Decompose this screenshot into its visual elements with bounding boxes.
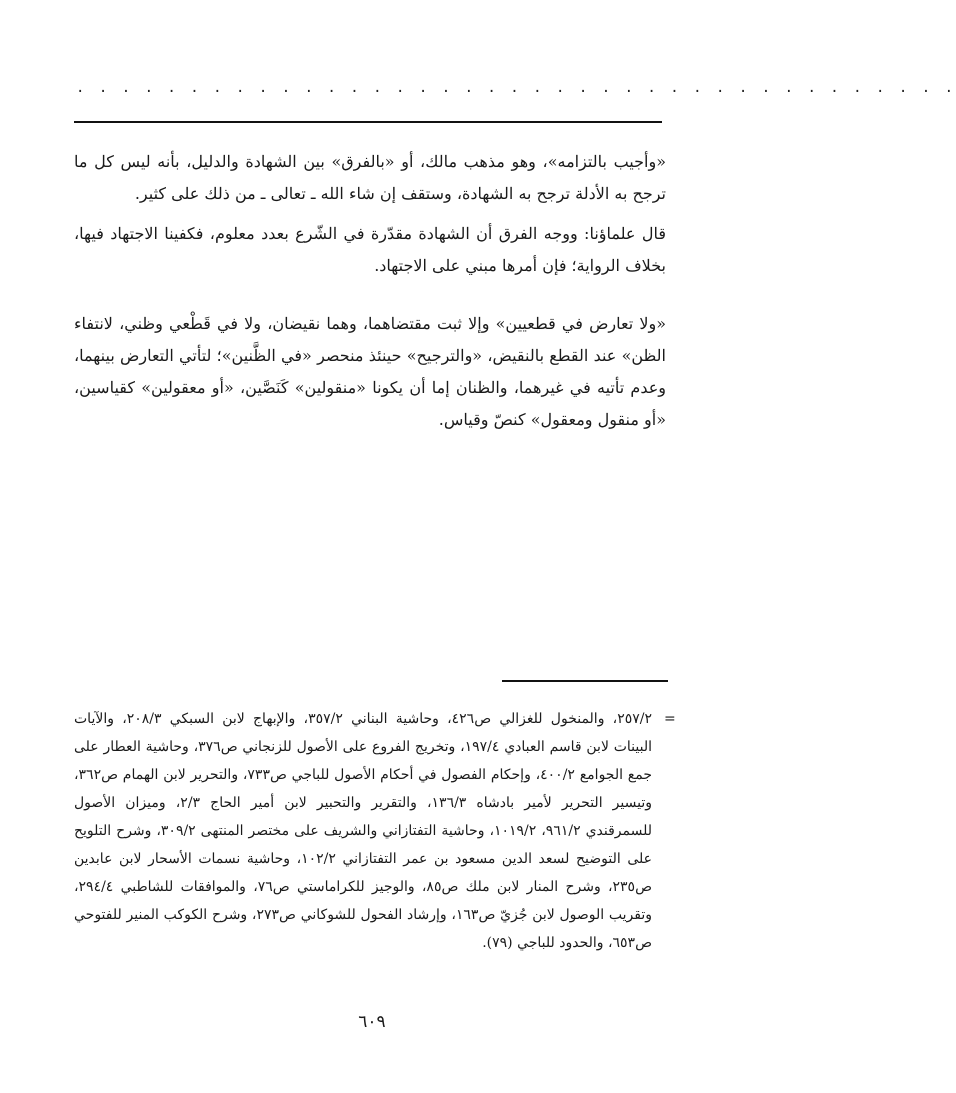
paragraph-3: «ولا تعارض في قطعيين» وإلا ثبت مقتضاهما، وهما نقيضان، ولا في قَطْعي وظني، لانتفاء الظن» عند القطع بالنقيض، «والترجيح» حينئذ منحصر «في الظَّنين»؛ لتأتي التعارض بينهما، وعدم تأتيه في غيرهما، والظنان إما أن يكونا «منقولين» كَنَصَّين، «أو معقولين» كقياسين، «أو منقول ومعقول» كنصّ وقياس. xyxy=(74,314,666,429)
footnote-separator xyxy=(502,680,668,682)
paragraph-1: «وأجيب بالتزامه»، وهو مذهب مالك، أو «بالفرق» بين الشهادة والدليل، بأنه ليس كل ما ترجح به الأدلة ترجح به الشهادة، وستقف إن شاء الله ـ تعالى ـ من ذلك على كثير. xyxy=(74,152,666,203)
footnote-continuation-marker: = xyxy=(664,711,676,727)
running-header-dots: . . . . . . . . . . . . . . . . . . . . . . . . . . . . . . . . . . . . . . . xyxy=(76,80,956,96)
footnote-text: ٢٥٧/٢، والمنخول للغزالي ص٤٢٦، وحاشية البناني ٣٥٧/٢، والإبهاج لابن السبكي ٢٠٨/٣، والآيات البينات لابن قاسم العبادي ١٩٧/٤، وتخريج الفروع على الأصول للزنجاني ص٣٧٦، وحاشية العطار على جمع الجوامع ٤٠٠/٢، وإحكام الفصول في أحكام الأصول للباجي ص٧٣٣، والتحرير لابن الهمام ص٣٦٢، وتيسير التحرير لأمير بادشاه ١٣٦/٣، والتقرير والتحبير لابن أمير الحاج ٢/٣، وميزان الأصول للسمرقندي ٩٦١/٢، ١٠١٩/٢، وحاشية التفتازاني والشريف على مختصر المنتهى ٣٠٩/٢، وشرح التلويح على التوضيح لسعد الدين مسعود بن عمر التفتازاني ١٠٢/٢، وحاشية نسمات الأسحار لابن عابدين ص٢٣٥، وشرح المنار لابن ملك ص٨٥، والوجيز للكراماستي ص٧٦، والموافقات للشاطبي ٢٩٤/٤، وتقريب الوصول لابن جُزيّ ص١٦٣، وإرشاد الفحول للشوكاني ص٢٧٣، وشرح الكوكب المنير للفتوحي ص٦٥٣، والحدود للباجي (٧٩). xyxy=(74,711,653,951)
header-rule xyxy=(74,121,662,123)
paragraph-2: قال علماؤنا: ووجه الفرق أن الشهادة مقدّرة في الشّرع بعدد معلوم، فكفينا الاجتهاد فيها، بخلاف الرواية؛ فإن أمرها مبني على الاجتهاد. xyxy=(74,224,666,275)
page-number: ٦٠٩ xyxy=(358,1012,386,1032)
